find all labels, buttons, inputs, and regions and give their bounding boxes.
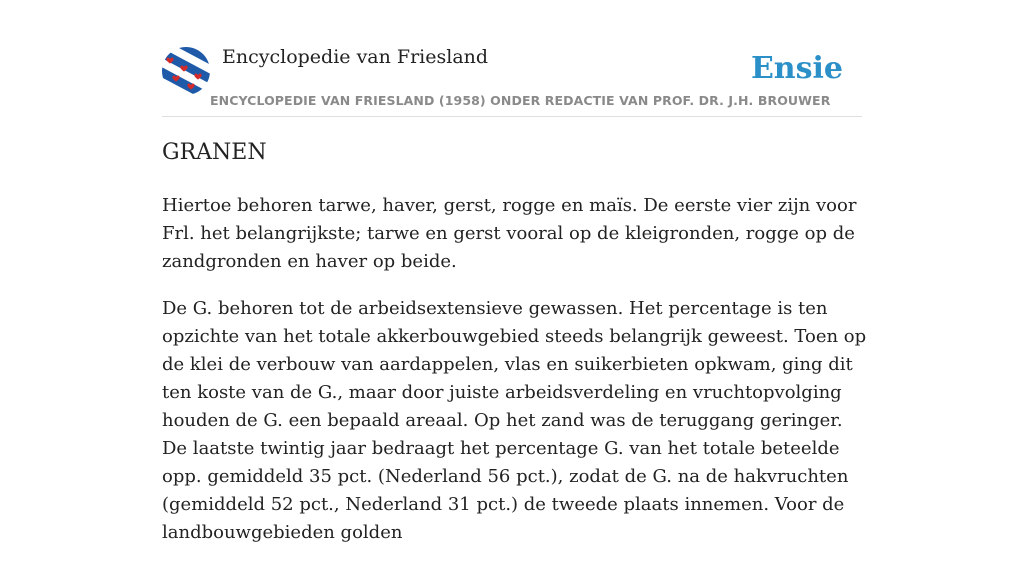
frisian-flag-logo-icon[interactable] <box>162 47 210 95</box>
site-subtitle: ENCYCLOPEDIE VAN FRIESLAND (1958) ONDER REDACTIE VAN PROF. DR. J.H. BROUWER <box>210 93 831 108</box>
article-paragraph: Hiertoe behoren tarwe, haver, gerst, rogge en maïs. De eerste vier zijn voor Frl. het belangrijkste; tarwe en gerst vooral op de kleigronden, rogge op de zandgronden en haver op beide. <box>162 195 857 272</box>
site-name[interactable]: Encyclopedie van Friesland <box>222 46 489 68</box>
article-body <box>162 192 867 566</box>
header <box>162 44 862 117</box>
ensie-brand-link[interactable]: Ensie <box>750 51 843 86</box>
page-title: GRANEN <box>162 140 267 165</box>
article-paragraph: De G. behoren tot de arbeidsextensieve gewassen. Het percentage is ten opzichte van het totale akkerbouwgebied steeds belangrijk geweest. Toen op de klei de verbouw van aardappelen, vlas en suikerbieten opkwam, ging dit ten koste van de G., maar door juiste arbeidsverdeling en vruchtopvolging houden de G. een bepaald areaal. Op het zand was de teruggang geringer. De laatste twintig jaar bedraagt het percentage G. van het totale beteelde opp. gemiddeld 35 pct. (Nederland 56 pct.), zodat de G. na de hakvruchten (gemiddeld 52 pct., Nederland 31 pct.) de tweede plaats innemen. Voor de landbouwgebieden golden <box>162 298 867 543</box>
